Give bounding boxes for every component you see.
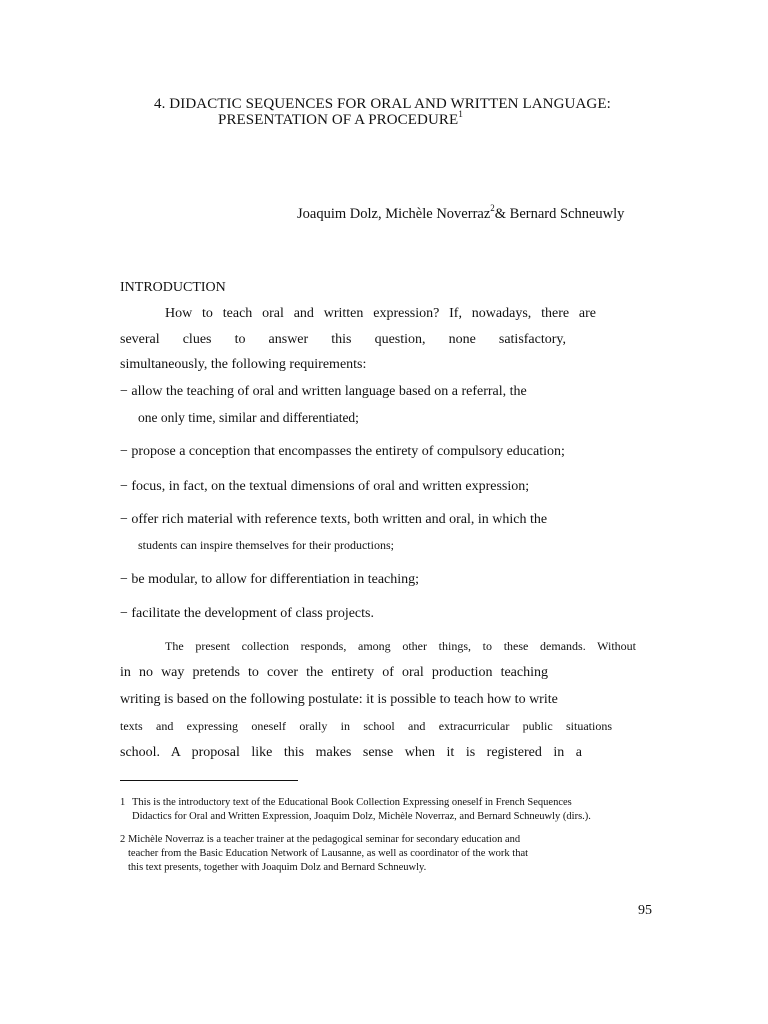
footnote-2-line-1: Michèle Noverraz is a teacher trainer at the pedagogical seminar for secondary education and [128, 834, 521, 845]
authors-line [297, 203, 625, 223]
requirement-item-1-cont: one only time, similar and differentiated; [138, 410, 359, 425]
collection-line-3: writing is based on the following postulate: it is possible to teach how to write [120, 692, 558, 707]
intro-line-2: several clues to answer this question, none satisfactory, [120, 332, 566, 347]
footnote-ref-2: 2 [490, 203, 495, 214]
footnote-1-line-2: Didactics for Oral and Written Expression, Joaquim Dolz, Michèle Noverraz, and Bernard Schneuwly (dirs.). [132, 811, 591, 822]
intro-line-3: simultaneously, the following requirements: [120, 357, 367, 372]
chapter-title-text: PRESENTATION OF A PROCEDURE [218, 112, 459, 128]
footnote-ref-1: 1 [458, 110, 464, 121]
collection-line-5: school. A proposal like this makes sense when it is registered in a [120, 745, 582, 760]
requirement-item-2: − propose a conception that encompasses the entirety of compulsory education; [120, 444, 565, 459]
footnote-1-mark: 1 [120, 797, 126, 808]
footnote-separator [120, 780, 298, 781]
authors-part-1: Joaquim Dolz, Michèle Noverraz [297, 206, 491, 222]
requirement-item-4-cont: students can inspire themselves for their productions; [138, 538, 394, 552]
collection-line-4: texts and expressing oneself orally in school and extracurricular public situations [120, 719, 612, 733]
chapter-title-line-2 [218, 112, 463, 129]
page-number: 95 [638, 903, 652, 918]
collection-line-2: in no way pretends to cover the entirety of oral production teaching [120, 665, 548, 680]
chapter-title-line-1: 4. DIDACTIC SEQUENCES FOR ORAL AND WRITTEN LANGUAGE: [154, 96, 611, 112]
requirement-item-3: − focus, in fact, on the textual dimensions of oral and written expression; [120, 479, 530, 494]
authors-part-2: & Bernard Schneuwly [494, 206, 625, 222]
requirement-item-1: − allow the teaching of oral and written language based on a referral, the [120, 384, 527, 399]
footnote-2-mark: 2 [120, 834, 126, 845]
footnote-2-line-2: teacher from the Basic Education Network of Lausanne, as well as coordinator of the work that [128, 848, 529, 859]
section-heading: INTRODUCTION [120, 280, 226, 295]
footnote-1-line-1: This is the introductory text of the Educational Book Collection Expressing oneself in French Sequences [132, 797, 572, 808]
footnote-2-line-3: this text presents, together with Joaquim Dolz and Bernard Schneuwly. [128, 862, 427, 873]
requirement-item-5: − be modular, to allow for differentiation in teaching; [120, 572, 420, 587]
requirement-item-4: − offer rich material with reference texts, both written and oral, in which the [120, 512, 548, 527]
intro-line-1: How to teach oral and written expression? If, nowadays, there are [165, 306, 596, 321]
requirement-item-6: − facilitate the development of class projects. [120, 606, 374, 621]
collection-line-1: The present collection responds, among other things, to these demands. Without [165, 639, 636, 653]
